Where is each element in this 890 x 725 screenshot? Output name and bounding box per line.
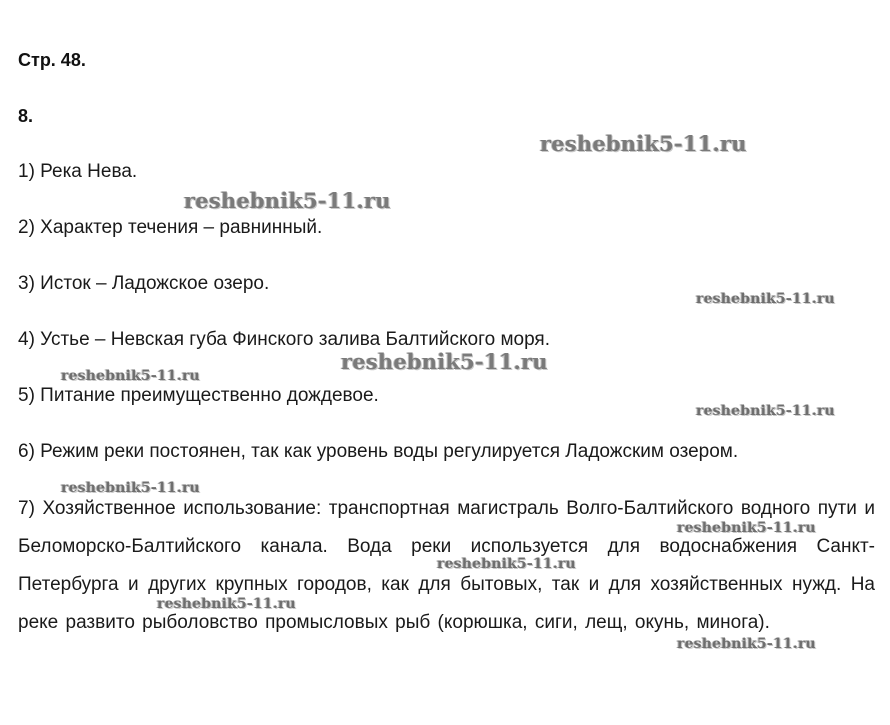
answer-item-7: 7) Хозяйственное использование: транспортная магистраль Волго-Балтийского водного пути и Беломорско-Балтийского канала. Вода реки используется для водоснабжения Санкт-Петербурга и других крупных городов, как для бытовых, так и для хозяйственных нужд. На реке развито рыболовство промысловых рыб (корюшка, сиги, лещ, окунь, минога). [18, 498, 875, 633]
watermark: reshebnik5-11.ru [677, 636, 816, 652]
answer-item-3: 3) Исток – Ладожское озеро. [18, 273, 270, 294]
watermark: reshebnik5-11.ru [157, 596, 296, 612]
watermark: reshebnik5-11.ru [696, 291, 835, 307]
task-number: 8. [18, 106, 34, 126]
watermark: reshebnik5-11.ru [540, 131, 747, 156]
watermark: reshebnik5-11.ru [341, 349, 548, 374]
watermark: reshebnik5-11.ru [61, 368, 200, 384]
page-heading: Стр. 48. [18, 50, 86, 70]
answer-item-1: 1) Река Нева. [18, 161, 138, 182]
answer-item-2: 2) Характер течения – равнинный. [18, 217, 323, 238]
answer-item-4: 4) Устье – Невская губа Финского залива Балтийского моря. [18, 329, 550, 350]
watermark: reshebnik5-11.ru [677, 520, 816, 536]
answer-item-5: 5) Питание преимущественно дождевое. [18, 385, 379, 406]
answer-item-6: 6) Режим реки постоянен, так как уровень воды регулируется Ладожским озером. [18, 441, 739, 462]
watermark: reshebnik5-11.ru [184, 188, 391, 213]
watermark: reshebnik5-11.ru [696, 403, 835, 419]
watermark: reshebnik5-11.ru [437, 556, 576, 572]
watermark: reshebnik5-11.ru [61, 480, 200, 496]
